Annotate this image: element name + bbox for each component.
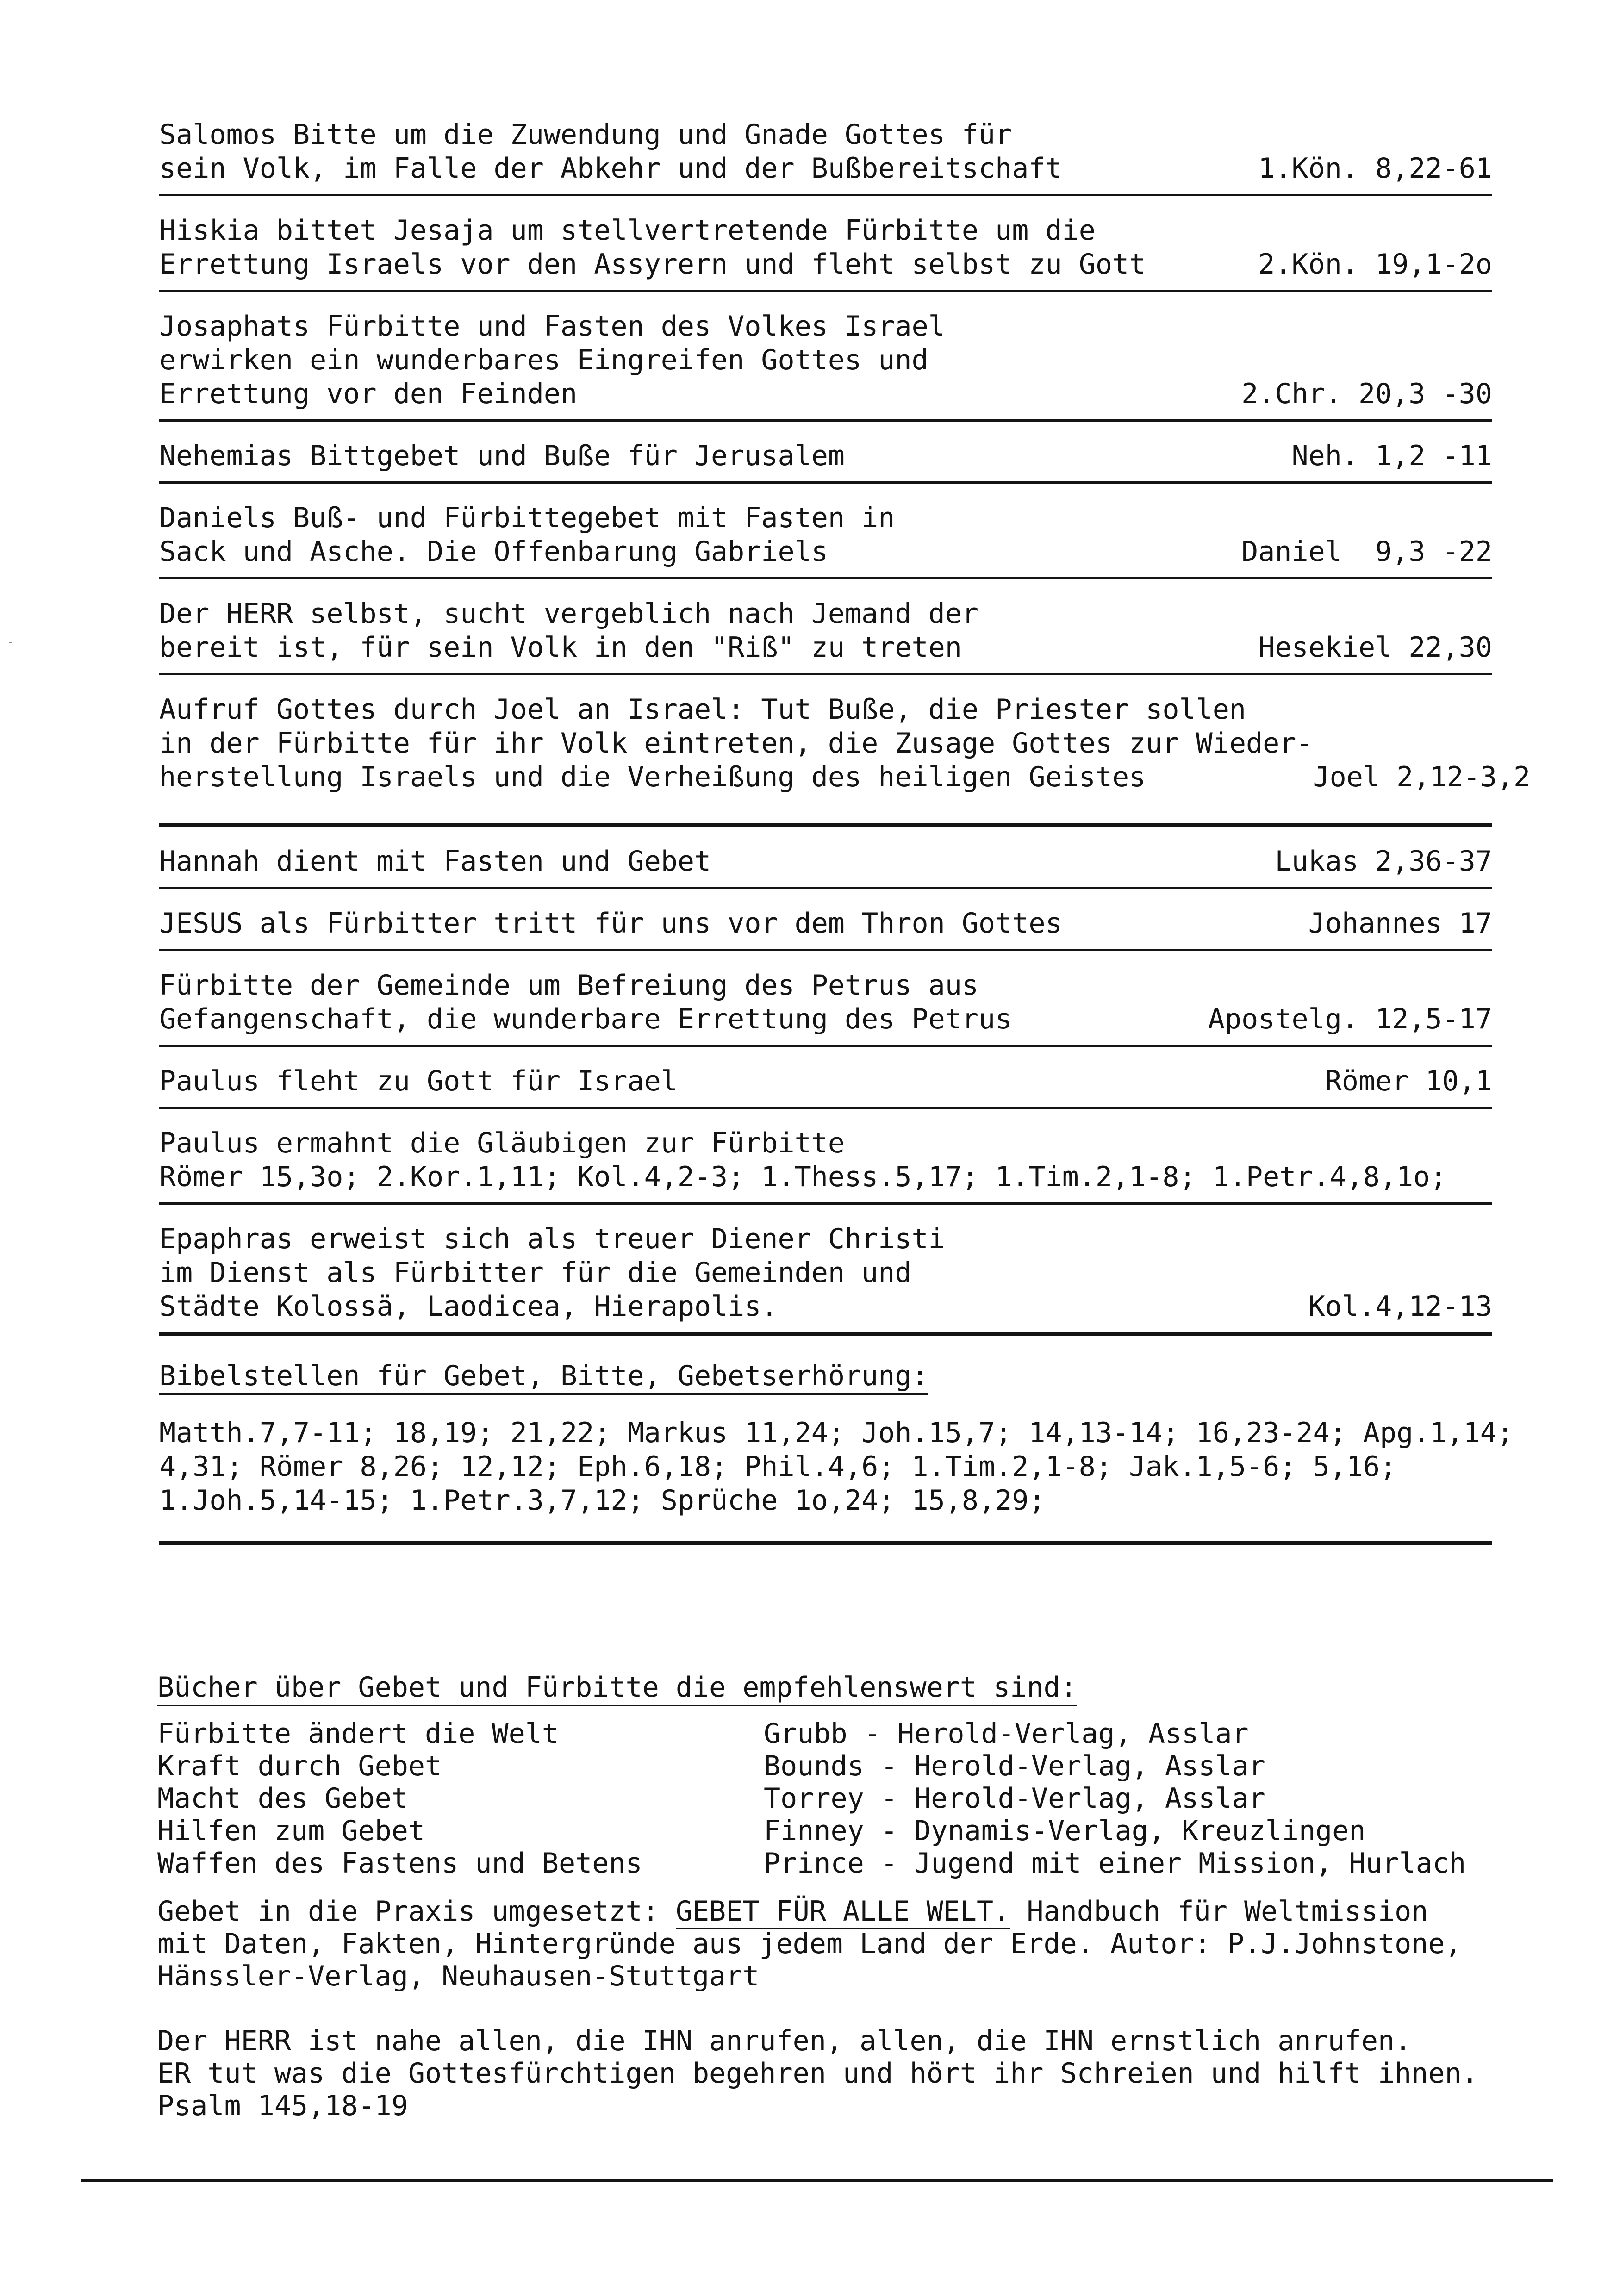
book-item bbox=[157, 1782, 1500, 1815]
bottom-rule bbox=[81, 2179, 1553, 2182]
entry-text: Nehemias Bittgebet und Buße für Jerusalem bbox=[159, 440, 845, 472]
entry-text: Der HERR selbst, sucht vergeblich nach Jemand der bereit ist, für sein Volk in den "Riß" zu treten bbox=[159, 597, 979, 664]
divider bbox=[159, 194, 1492, 196]
entry-reference: 2.Chr. 20,3 -30 bbox=[1241, 378, 1492, 410]
entry-text: Aufruf Gottes durch Joel an Israel: Tut Buße, die Priester sollen in der Fürbitte für ihr Volk eintreten, die Zusage Gottes zur Wieder- herstellung Israels und die Verheißung des heiligen Geistes bbox=[159, 693, 1313, 793]
divider-thick bbox=[159, 1541, 1492, 1545]
book-title: Waffen des Fastens und Betens bbox=[157, 1847, 642, 1879]
book-title: Kraft durch Gebet bbox=[157, 1750, 442, 1782]
entry-salomo bbox=[159, 118, 1492, 194]
entry-nehemia bbox=[159, 439, 1492, 481]
entry-reference: Lukas 2,36-37 bbox=[1275, 845, 1492, 877]
entry-reference: Joel 2,12-3,2 bbox=[1313, 761, 1531, 793]
prayer-refs-text: Matth.7,7-11; 18,19; 21,22; Markus 11,24; Joh.15,7; 14,13-14; 16,23-24; Apg.1,14; 4,31; Römer 8,26; 12,12; Eph.6,18; Phil.4,6; 1.Tim.2,1-8; Jak.1,5-6; 5,16; 1.Joh.5,14-15; 1.Petr.3,7,12; Sprüche 1o,24; 15,8,29; bbox=[159, 1417, 1514, 1517]
entry-jesus bbox=[159, 907, 1492, 949]
entry-reference: 2.Kön. 19,1-2o bbox=[1258, 248, 1492, 280]
book-title: Macht des Gebet bbox=[157, 1782, 408, 1815]
practice-paragraph: Gebet in die Praxis umgesetzt: GEBET FÜR ALLE WELT. Handbuch für Weltmission bbox=[157, 1895, 1500, 1928]
book-author: Bounds - Herold-Verlag, Asslar bbox=[764, 1750, 1265, 1782]
entry-reference: Römer 10,1 bbox=[1325, 1065, 1492, 1097]
entry-text: Josaphats Fürbitte und Fasten des Volkes Israel erwirken ein wunderbares Eingreifen Gottes und Errettung vor den Feinden bbox=[159, 310, 945, 410]
books-heading: Bücher über Gebet und Fürbitte die empfehlenswert sind: bbox=[157, 1671, 1500, 1705]
divider bbox=[159, 481, 1492, 484]
entry-daniel bbox=[159, 501, 1492, 577]
entry-gemeinde bbox=[159, 969, 1492, 1045]
prayer-refs-heading: Bibelstellen für Gebet, Bitte, Gebetserhörung: bbox=[159, 1359, 1492, 1393]
book-item bbox=[157, 1847, 1500, 1879]
entry-text: Daniels Buß- und Fürbittegebet mit Fasten in Sack und Asche. Die Offenbarung Gabriels bbox=[159, 502, 895, 568]
practice-paragraph-continued: mit Daten, Fakten, Hintergründe aus jedem Land der Erde. Autor: P.J.Johnstone, Hänssler-Verlag, Neuhausen-Stuttgart bbox=[157, 1928, 1462, 1992]
entry-hannah bbox=[159, 845, 1492, 887]
divider bbox=[159, 1107, 1492, 1109]
entry-reference: Apostelg. 12,5-17 bbox=[1208, 1003, 1492, 1035]
book-author: Grubb - Herold-Verlag, Asslar bbox=[764, 1717, 1249, 1750]
entry-text: Salomos Bitte um die Zuwendung und Gnade Gottes für sein Volk, im Falle der Abkehr und der Bußbereitschaft bbox=[159, 118, 1062, 185]
divider bbox=[159, 673, 1492, 675]
book-item bbox=[157, 1815, 1500, 1847]
entry-text: Hiskia bittet Jesaja um stellvertretende Fürbitte um die Errettung Israels vor den Assyrern und fleht selbst zu Gott bbox=[159, 214, 1146, 280]
entry-text: Paulus ermahnt die Gläubigen zur Fürbitte Römer 15,3o; 2.Kor.1,11; Kol.4,2-3; 1.Thess.5,17; 1.Tim.2,1-8; 1.Petr.4,8,1o; bbox=[159, 1127, 1447, 1193]
book-item bbox=[157, 1750, 1500, 1782]
divider bbox=[159, 419, 1492, 422]
divider bbox=[159, 577, 1492, 579]
entry-epaphras bbox=[159, 1222, 1492, 1332]
scan-speck: - bbox=[6, 634, 15, 650]
entry-text: JESUS als Fürbitter tritt für uns vor dem Thron Gottes bbox=[159, 907, 1062, 940]
entry-reference: Kol.4,12-13 bbox=[1308, 1290, 1492, 1323]
entry-reference: 1.Kön. 8,22-61 bbox=[1258, 152, 1492, 185]
closing-psalm: Der HERR ist nahe allen, die IHN anrufen, allen, die IHN ernstlich anrufen. ER tut was die Gottesfürchtigen begehren und hört ihr Schreien und hilft ihnen. Psalm 145,18-19 bbox=[157, 2025, 1478, 2122]
book-title: Fürbitte ändert die Welt bbox=[157, 1717, 559, 1750]
divider bbox=[159, 290, 1492, 292]
entry-reference: Hesekiel 22,30 bbox=[1258, 631, 1492, 664]
entry-josaphat bbox=[159, 310, 1492, 419]
divider bbox=[159, 949, 1492, 951]
scripture-entries bbox=[159, 118, 1531, 1562]
book-author: Finney - Dynamis-Verlag, Kreuzlingen bbox=[764, 1815, 1366, 1847]
practice-book-title: GEBET FÜR ALLE WELT. bbox=[676, 1895, 1010, 1929]
entry-text: Hannah dient mit Fasten und Gebet bbox=[159, 845, 711, 877]
entry-hiskia bbox=[159, 214, 1492, 290]
divider bbox=[159, 887, 1492, 889]
entry-text: Paulus fleht zu Gott für Israel bbox=[159, 1065, 678, 1097]
book-title: Hilfen zum Gebet bbox=[157, 1815, 425, 1847]
divider-thick bbox=[159, 823, 1492, 827]
entry-hesekiel bbox=[159, 597, 1492, 673]
entry-paulus-fuerbitte bbox=[159, 1126, 1492, 1202]
book-author: Prince - Jugend mit einer Mission, Hurlach bbox=[764, 1847, 1466, 1879]
entry-reference: Neh. 1,2 -11 bbox=[1291, 440, 1492, 472]
book-author: Torrey - Herold-Verlag, Asslar bbox=[764, 1782, 1265, 1815]
divider bbox=[159, 1202, 1492, 1205]
entry-text: Fürbitte der Gemeinde um Befreiung des Petrus aus Gefangenschaft, die wunderbare Errettung des Petrus bbox=[159, 969, 1012, 1035]
entry-reference: Daniel 9,3 -22 bbox=[1241, 535, 1492, 568]
entry-paulus-israel bbox=[159, 1064, 1492, 1107]
entry-text: Epaphras erweist sich als treuer Diener Christi im Dienst als Fürbitter für die Gemeinden und Städte Kolossä, Laodicea, Hierapolis. bbox=[159, 1223, 945, 1323]
book-item bbox=[157, 1717, 1500, 1750]
divider-thick bbox=[159, 1332, 1492, 1336]
entry-joel bbox=[159, 693, 1531, 823]
entry-reference: Johannes 17 bbox=[1308, 907, 1492, 940]
divider bbox=[159, 1045, 1492, 1047]
book-recommendations bbox=[157, 1671, 1500, 2122]
